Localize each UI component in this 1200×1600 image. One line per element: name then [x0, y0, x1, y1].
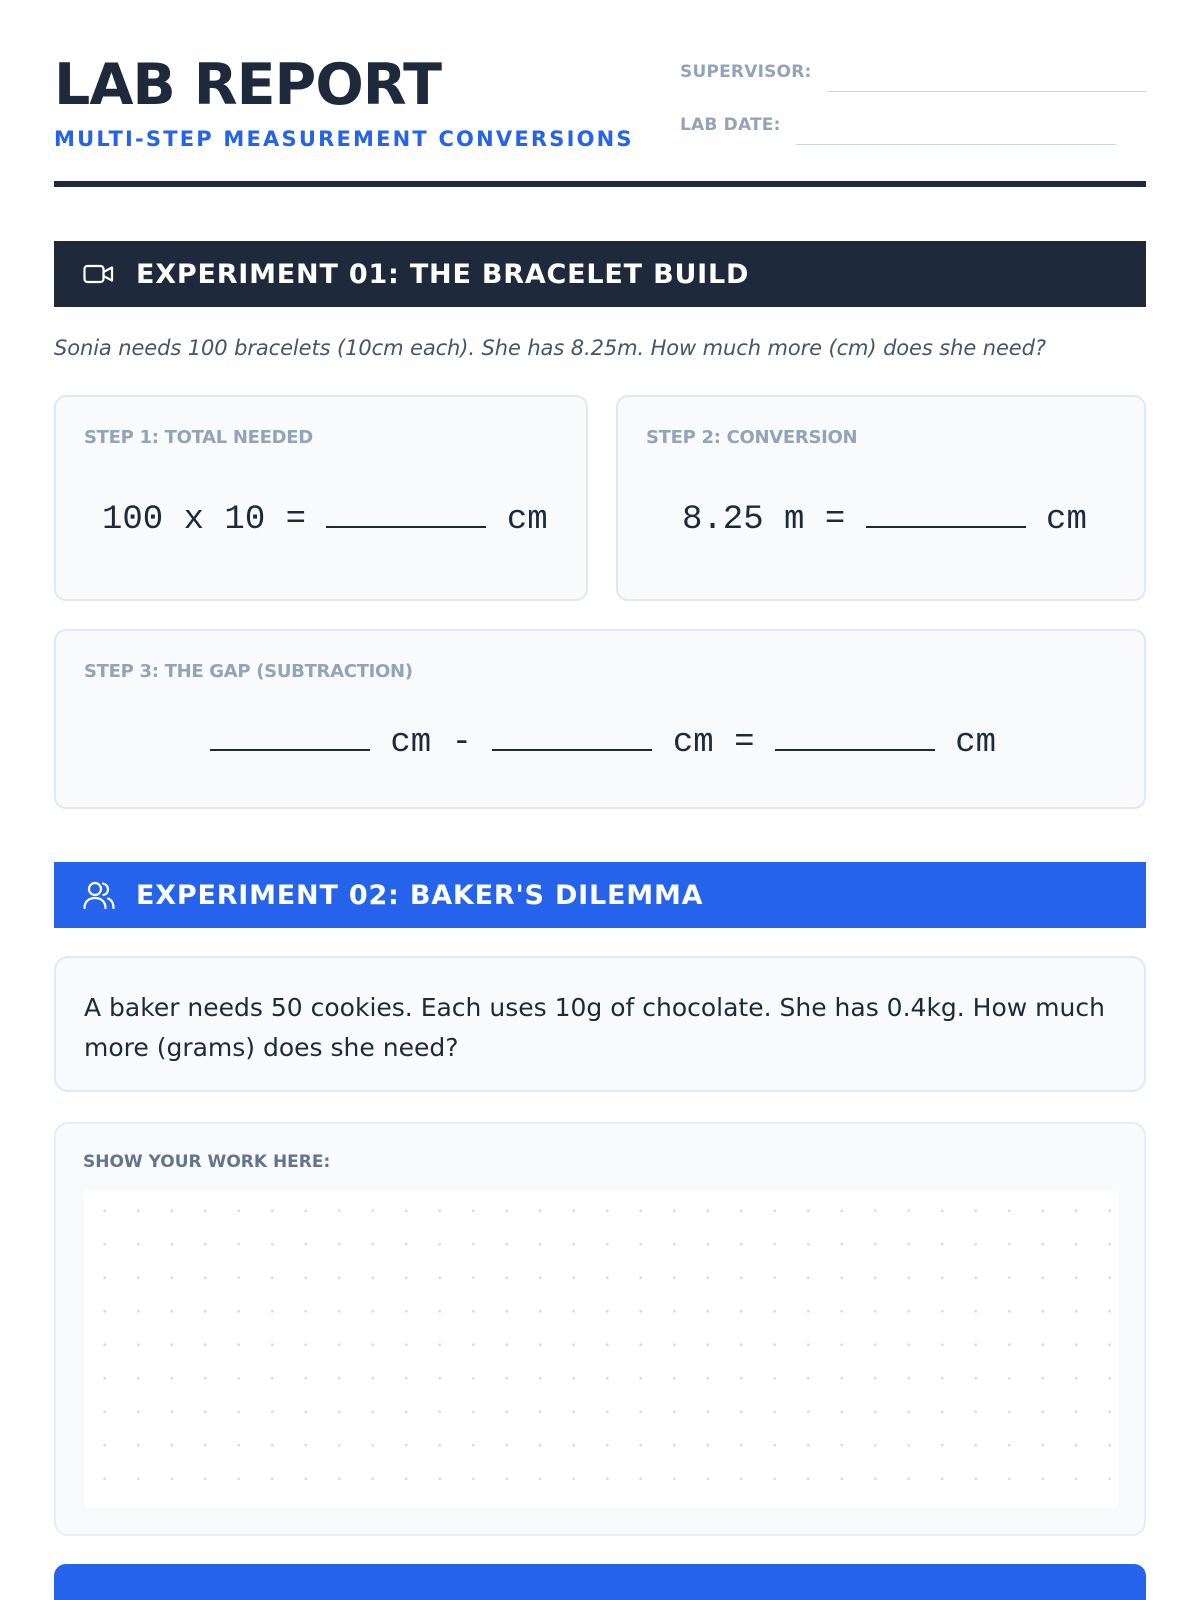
work-card	[54, 1122, 1146, 1536]
experiment-2-problem: A baker needs 50 cookies. Each uses 10g of chocolate. She has 0.4kg. How much more (grams) does she need?	[84, 993, 1105, 1062]
step-1-label: STEP 1: TOTAL NEEDED	[84, 427, 313, 448]
experiment-2-problem-box	[54, 956, 1146, 1092]
next-section-bar	[54, 1564, 1146, 1600]
step-3-equation	[210, 721, 996, 763]
experiment-1-problem: Sonia needs 100 bracelets (10cm each). She has 8.25m. How much more (cm) does she need?	[54, 336, 1046, 360]
supervisor-field[interactable]	[827, 91, 1146, 92]
lab-date-label: LAB DATE:	[680, 115, 781, 135]
step-1-equation	[102, 498, 548, 540]
step-1-card	[54, 395, 588, 601]
report-header	[54, 52, 1146, 188]
step-3-equals: =	[734, 724, 755, 762]
page-title: LAB REPORT	[54, 52, 441, 118]
supervisor-label: SUPERVISOR:	[680, 62, 812, 82]
lab-date-field[interactable]	[796, 144, 1116, 145]
step-2-answer-blank[interactable]	[866, 498, 1026, 528]
step-3-unit-3: cm	[955, 724, 997, 762]
work-area[interactable]	[84, 1190, 1118, 1508]
experiment-1-header	[54, 241, 1146, 307]
step-2-label: STEP 2: CONVERSION	[646, 427, 858, 448]
users-icon	[82, 878, 116, 912]
page-subtitle: MULTI-STEP MEASUREMENT CONVERSIONS	[54, 127, 634, 151]
experiment-1-title: EXPERIMENT 01: THE BRACELET BUILD	[136, 258, 750, 290]
step-1-answer-blank[interactable]	[326, 498, 486, 528]
step-3-unit-2: cm	[672, 724, 714, 762]
step-3-blank-have[interactable]	[492, 721, 652, 751]
step-1-unit: cm	[506, 501, 548, 539]
step-3-label: STEP 3: THE GAP (SUBTRACTION)	[84, 661, 413, 682]
experiment-2-title: EXPERIMENT 02: BAKER'S DILEMMA	[136, 879, 704, 911]
step-2-card	[616, 395, 1146, 601]
step-1-expression: 100 x 10 =	[102, 501, 307, 539]
step-3-blank-total[interactable]	[210, 721, 370, 751]
step-3-blank-result[interactable]	[775, 721, 935, 751]
experiment-2-header	[54, 862, 1146, 928]
step-2-expression: 8.25 m =	[682, 501, 846, 539]
step-3-card	[54, 629, 1146, 809]
work-label: SHOW YOUR WORK HERE:	[83, 1152, 331, 1172]
step-2-unit: cm	[1046, 501, 1087, 539]
step-2-equation	[682, 498, 1087, 540]
header-divider	[54, 181, 1146, 187]
step-3-unit-1: cm	[390, 724, 432, 762]
step-3-minus: -	[451, 724, 473, 762]
video-camera-icon	[82, 257, 116, 291]
